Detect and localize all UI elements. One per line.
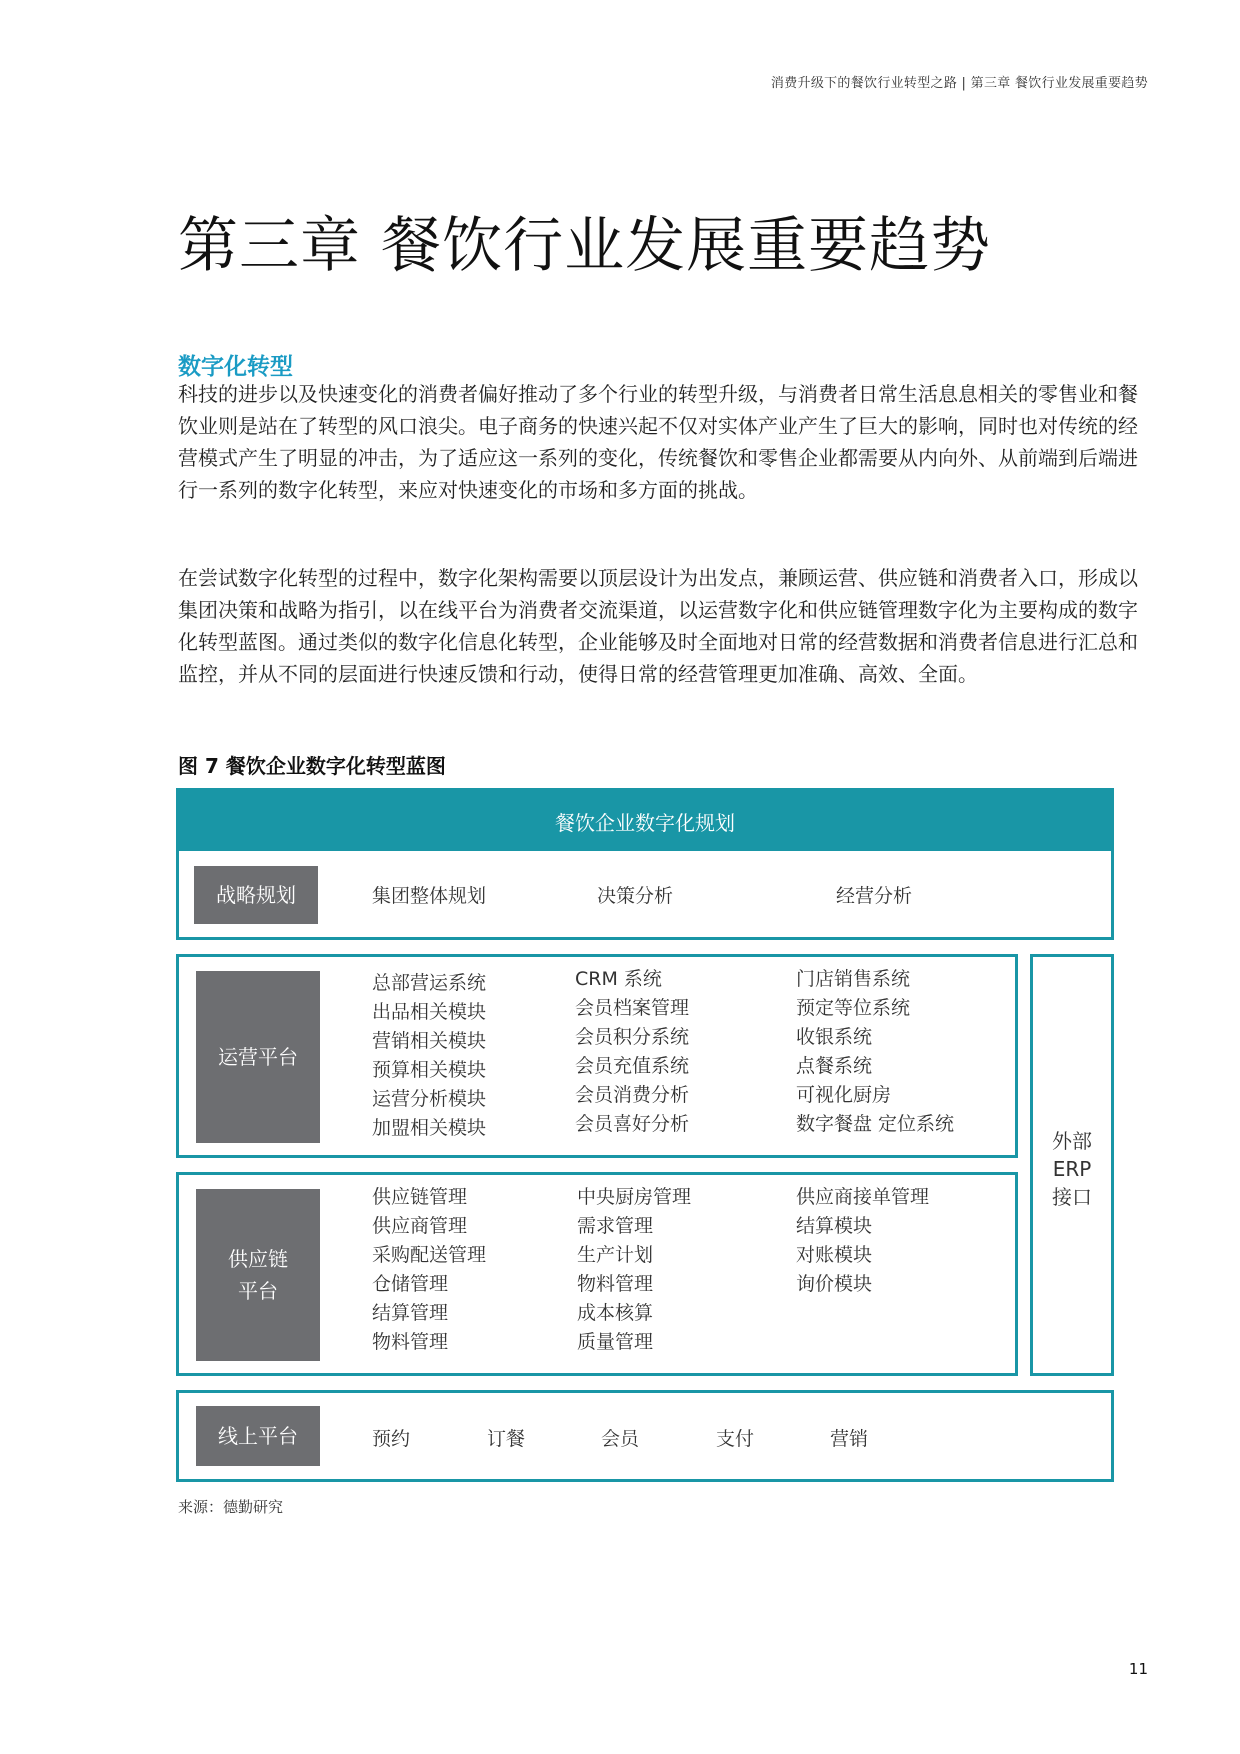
operations-column-2 — [575, 965, 689, 1139]
page-number: 11 — [1128, 1660, 1148, 1678]
operations-column-1 — [372, 969, 486, 1143]
section-title: 数字化转型 — [178, 354, 293, 380]
list-item: 结算模块 — [796, 1215, 873, 1237]
online-box — [176, 1390, 1114, 1482]
list-item: 成本核算 — [577, 1302, 654, 1324]
list-item: 预算相关模块 — [372, 1059, 487, 1081]
list-item: 结算管理 — [372, 1302, 449, 1324]
list-item: 物料管理 — [372, 1331, 449, 1353]
list-item: 可视化厨房 — [796, 1084, 892, 1106]
erp-label — [1033, 1127, 1111, 1211]
supply-chain-label — [196, 1189, 320, 1361]
operations-label: 运营平台 — [196, 971, 320, 1143]
erp-label-line: 接口 — [1052, 1185, 1092, 1209]
list-item: 会员充值系统 — [575, 1055, 690, 1077]
figure-caption: 图 7 餐饮企业数字化转型蓝图 — [178, 754, 446, 778]
list-item: CRM 系统 — [575, 968, 662, 990]
online-item: 预约 — [372, 1428, 411, 1450]
list-item: 物料管理 — [577, 1273, 654, 1295]
online-item: 订餐 — [487, 1428, 526, 1450]
list-item: 供应商管理 — [372, 1215, 468, 1237]
supply-chain-label-line: 供应链 — [228, 1247, 288, 1271]
list-item: 数字餐盘 定位系统 — [796, 1113, 955, 1135]
erp-label-line: 外部 — [1052, 1129, 1092, 1153]
list-item: 会员喜好分析 — [575, 1113, 690, 1135]
planning-box — [176, 788, 1114, 940]
running-header: 消费升级下的餐饮行业转型之路 | 第三章 餐饮行业发展重要趋势 — [770, 76, 1148, 91]
list-item: 运营分析模块 — [372, 1088, 487, 1110]
list-item: 出品相关模块 — [372, 1001, 487, 1023]
list-item: 采购配送管理 — [372, 1244, 487, 1266]
chapter-title: 第三章 餐饮行业发展重要趋势 — [178, 211, 992, 281]
list-item: 仓储管理 — [372, 1273, 449, 1295]
operations-box — [176, 954, 1018, 1158]
list-item: 中央厨房管理 — [577, 1186, 692, 1208]
list-item: 点餐系统 — [796, 1055, 873, 1077]
strategy-item: 经营分析 — [836, 885, 913, 907]
online-label: 线上平台 — [196, 1406, 320, 1466]
supply-chain-column-1 — [372, 1183, 486, 1357]
body-paragraph: 科技的进步以及快速变化的消费者偏好推动了多个行业的转型升级，与消费者日常生活息息相关的零售业和餐饮业则是站在了转型的风口浪尖。电子商务的快速兴起不仅对实体产业产生了巨大的影响，同时也对传统的经营模式产生了明显的冲击，为了适应这一系列的变化，传统餐饮和零售企业都需要从内向外、从前端到后端进行一系列的数字化转型，来应对快速变化的市场和多方面的挑战。 — [178, 382, 1138, 502]
strategy-item: 决策分析 — [597, 885, 674, 907]
list-item: 询价模块 — [796, 1273, 873, 1295]
strategy-item: 集团整体规划 — [372, 885, 487, 907]
supply-chain-column-2 — [577, 1183, 691, 1357]
online-item: 会员 — [601, 1428, 640, 1450]
figure-source: 来源：德勤研究 — [178, 1498, 284, 1516]
list-item: 营销相关模块 — [372, 1030, 487, 1052]
erp-label-line: ERP — [1052, 1157, 1092, 1181]
supply-chain-label-line: 平台 — [238, 1279, 278, 1303]
list-item: 供应商接单管理 — [796, 1186, 930, 1208]
strategy-label: 战略规划 — [194, 866, 318, 924]
planning-header: 餐饮企业数字化规划 — [179, 791, 1111, 851]
list-item: 质量管理 — [577, 1331, 654, 1353]
list-item: 加盟相关模块 — [372, 1117, 487, 1139]
list-item: 需求管理 — [577, 1215, 654, 1237]
list-item: 供应链管理 — [372, 1186, 468, 1208]
online-item: 营销 — [830, 1428, 869, 1450]
operations-column-3 — [796, 965, 954, 1139]
list-item: 对账模块 — [796, 1244, 873, 1266]
list-item: 总部营运系统 — [372, 972, 487, 994]
list-item: 会员档案管理 — [575, 997, 690, 1019]
list-item: 生产计划 — [577, 1244, 654, 1266]
erp-box — [1030, 954, 1114, 1376]
body-paragraph: 在尝试数字化转型的过程中，数字化架构需要以顶层设计为出发点，兼顾运营、供应链和消费者入口，形成以集团决策和战略为指引，以在线平台为消费者交流渠道，以运营数字化和供应链管理数字化为主要构成的数字化转型蓝图。通过类似的数字化信息化转型，企业能够及时全面地对日常的经营数据和消费者信息进行汇总和监控，并从不同的层面进行快速反馈和行动，使得日常的经营管理更加准确、高效、全面。 — [178, 566, 1138, 686]
supply-chain-box — [176, 1172, 1018, 1376]
list-item: 门店销售系统 — [796, 968, 911, 990]
supply-chain-column-3 — [796, 1183, 929, 1299]
list-item: 会员消费分析 — [575, 1084, 690, 1106]
list-item: 收银系统 — [796, 1026, 873, 1048]
list-item: 预定等位系统 — [796, 997, 911, 1019]
online-item: 支付 — [716, 1428, 755, 1450]
list-item: 会员积分系统 — [575, 1026, 690, 1048]
